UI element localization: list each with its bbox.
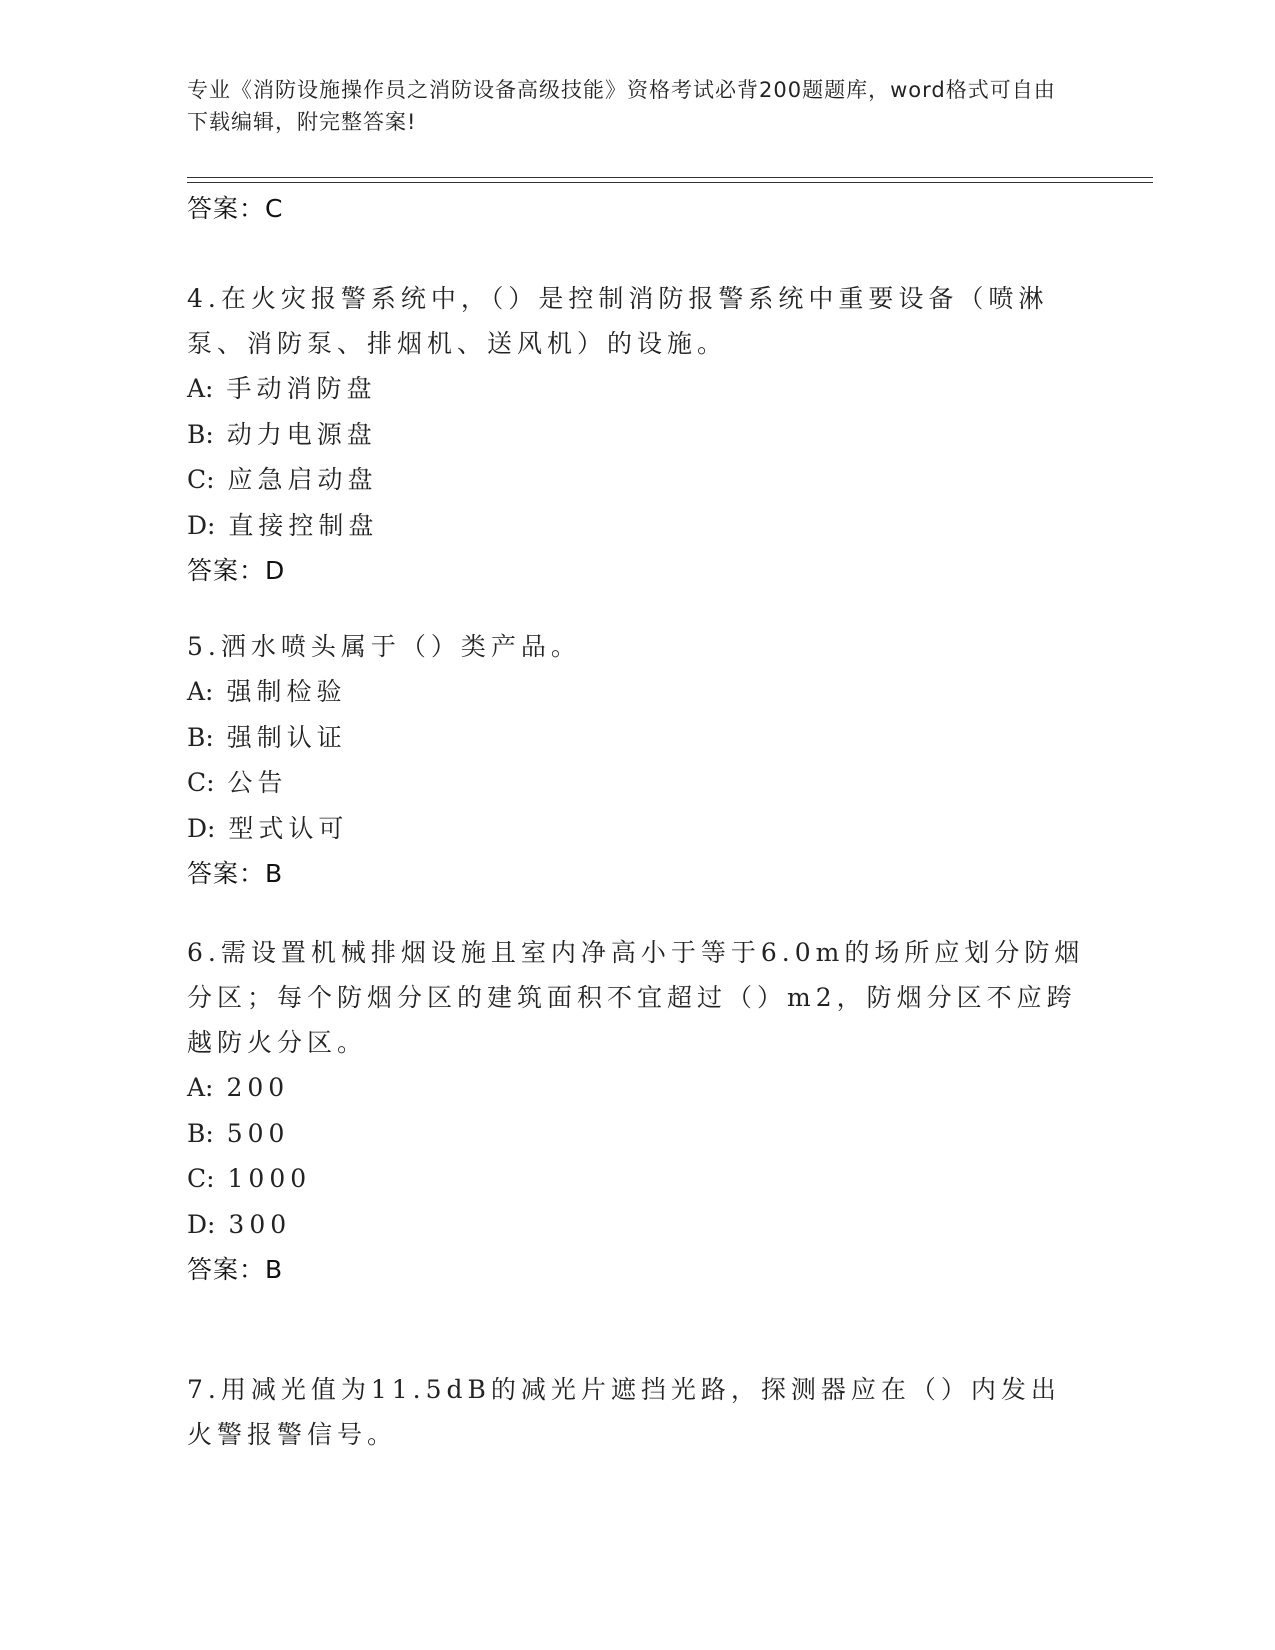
option-text: 应急启动盘 (227, 465, 378, 494)
answer-label: 答案：C (187, 194, 284, 223)
option-letter: C: (187, 768, 215, 797)
option-a (187, 366, 1087, 412)
option-text: 动力电源盘 (226, 419, 377, 449)
option-b (187, 412, 1087, 458)
option-letter: A: (187, 677, 214, 706)
option-text: 200 (226, 1073, 290, 1102)
option-text: 手动消防盘 (226, 374, 377, 403)
option-text: 强制认证 (226, 722, 347, 752)
option-letter: C: (187, 1164, 215, 1193)
option-text: 500 (226, 1118, 290, 1148)
answer-label: 答案：D (187, 556, 286, 585)
option-d (187, 1202, 1087, 1248)
option-text: 1000 (227, 1164, 312, 1193)
document-header: 专业《消防设施操作员之消防设备高级技能》资格考试必背200题题库，word格式可自由下载编辑，附完整答案! (187, 78, 1056, 134)
option-letter: D: (187, 813, 216, 843)
option-text: 公告 (227, 768, 288, 797)
option-letter: A: (187, 374, 214, 403)
header-divider-bottom (187, 182, 1153, 183)
option-a (187, 1065, 1087, 1111)
question-text: 4.在火灾报警系统中，（）是控制消防报警系统中重要设备（喷淋泵、消防泵、排烟机、送风机）的设施。 (187, 284, 1049, 358)
question-text: 5.洒水喷头属于（）类产品。 (187, 632, 581, 661)
option-letter: B: (187, 1118, 214, 1148)
previous-answer-block (187, 186, 1087, 231)
question-text: 6.需设置机械排烟设施且室内净高小于等于6.0m的场所应划分防烟分区；每个防烟分区的建筑面积不宜超过（）m2，防烟分区不应跨越防火分区。 (187, 938, 1085, 1057)
question-text: 7.用减光值为11.5dB的减光片遮挡光路，探测器应在（）内发出火警报警信号。 (187, 1375, 1061, 1449)
option-c (187, 457, 1087, 503)
question-6 (187, 930, 1087, 1292)
option-b (187, 1111, 1087, 1157)
answer-label: 答案：B (187, 859, 284, 888)
header-divider-top (187, 177, 1153, 178)
option-d (187, 806, 1087, 852)
option-d (187, 503, 1087, 549)
answer-label: 答案：B (187, 1255, 284, 1284)
option-a (187, 669, 1087, 715)
question-7 (187, 1367, 1087, 1457)
option-text: 型式认可 (228, 813, 349, 843)
option-letter: C: (187, 465, 215, 494)
option-letter: B: (187, 722, 214, 752)
option-text: 直接控制盘 (228, 510, 379, 540)
option-letter: D: (187, 510, 216, 540)
option-c (187, 760, 1087, 806)
option-b (187, 715, 1087, 761)
option-text: 强制检验 (226, 677, 347, 706)
option-letter: B: (187, 419, 214, 449)
option-text: 300 (228, 1209, 292, 1239)
question-5 (187, 624, 1087, 896)
option-letter: D: (187, 1209, 216, 1239)
option-c (187, 1156, 1087, 1202)
option-letter: A: (187, 1073, 214, 1102)
question-4 (187, 276, 1087, 593)
